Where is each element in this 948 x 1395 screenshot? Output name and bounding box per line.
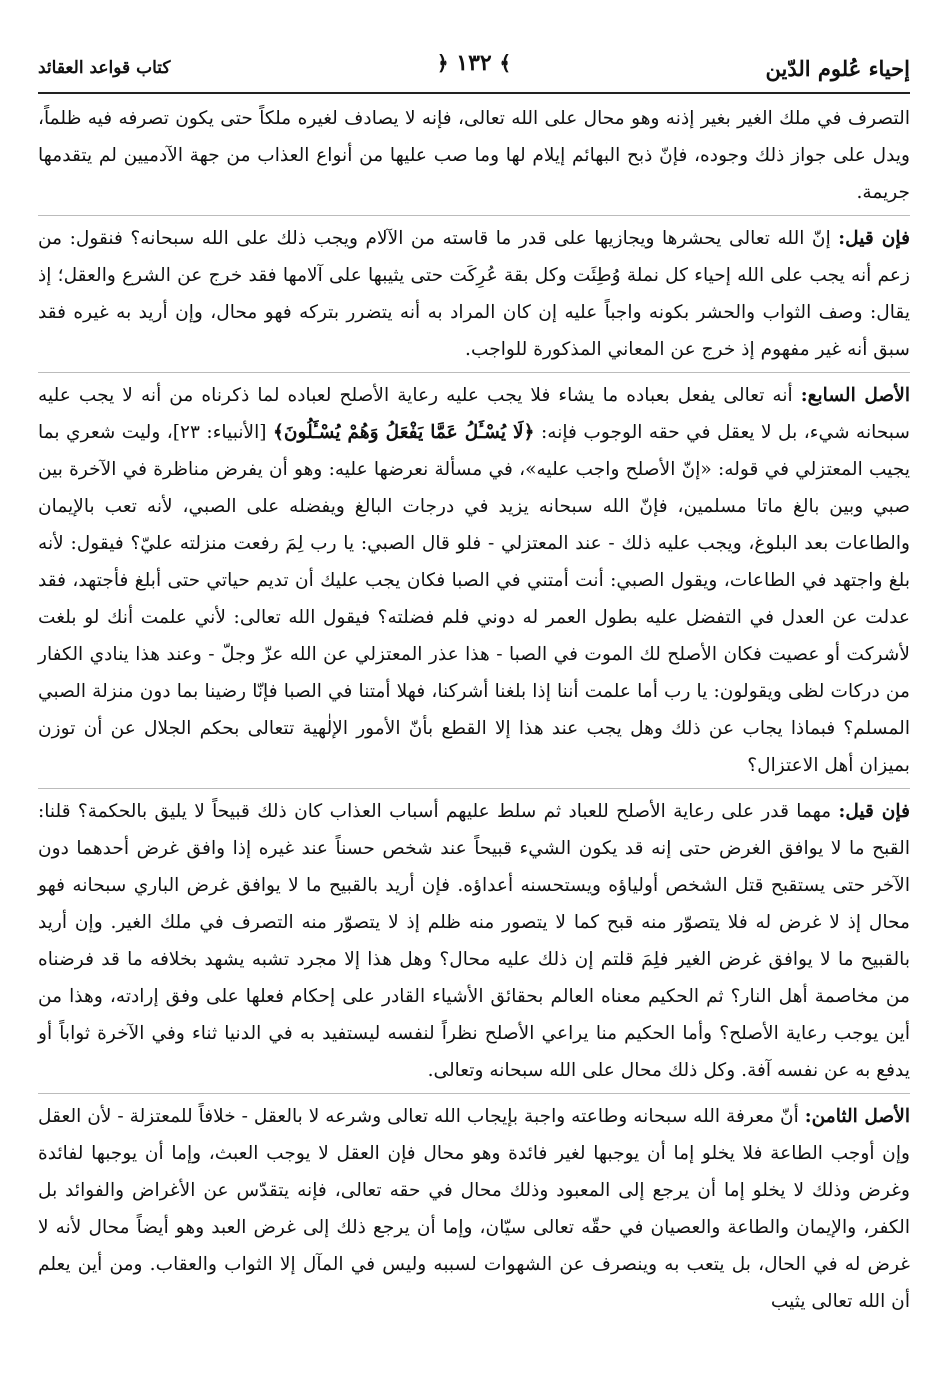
paragraph-text-continued: [الأنبياء: ٢٣]، وليت شعري بما يجيب المعتزلي في قوله: «إنّ الأصلح واجب عليه»، في مسألة نعرضها عليه: وهو أن يفرض مناظرة في الآخرة بين صبي وبين بالغ ماتا مسلمين، فإنّ الله سبحانه يزيد في درجات البالغ ويفضله على الصبي، لأنه تعب بالإيمان والطاعات بعد البلوغ، ويجب عليه ذلك - عند المعتزلي - فلو قال الصبي: يا رب لِمَ رفعت منزلته عليّ؟ فيقول: لأنه بلغ واجتهد في الطاعات، ويقول الصبي: أنت أمتني في الصبا فكان يجب عليك أن تديم حياتي حتى أبلغ فأجتهد، فقد عدلت عن العدل في التفضل عليه بطول العمر له دوني فلم فضلته؟ فيقول الله تعالى: لأني علمت أنك لو بلغت لأشركت أو عصيت فكان الأصلح لك الموت في الصبا - هذا عذر المعتزلي عن الله عزّ وجلّ - وعند هذا ينادي الكفار من دركات لظى ويقولون: يا رب أما علمت أننا إذا بلغنا أشركنا، فهلا أمتنا في الصبا فإنّا رضينا بما دون منزلة الصبي المسلم؟ فبماذا يجاب عن ذلك وهل يجب عند هذا إلا القطع بأنّ الأمور الإلٰهية تتعالى بحكم الجلال عن أن توزن بميزان أهل الاعتزال؟ — [38, 422, 910, 776]
ornament-right: ﴾ — [499, 51, 512, 75]
paragraph-lead: الأصل الثامن: — [804, 1106, 910, 1127]
paragraph-lead: الأصل السابع: — [800, 385, 910, 406]
header-rule — [38, 92, 910, 94]
paragraph-2 — [38, 220, 910, 368]
paragraph-4 — [38, 793, 910, 1089]
ornament-left: ﴿ — [436, 51, 449, 75]
paragraph-text: إنّ الله تعالى يحشرها ويجازيها على قدر ما قاسته من الآلام ويجب ذلك على الله سبحانه؟ فنقول: من زعم أنه يجب على الله إحياء كل نملة وُطِئَت وكل بقة عُرِكَت حتى يثيبها على آلامها فقد خرج عن الشرع والعقل؛ إذ يقال: وصف الثواب والحشر بكونه واجباً عليه إن كان المراد به أنه يتضرر بتركه فهو محال، وإن أريد به غيره فقد سبق أنه غير مفهوم إذ خرج عن المعاني المذكورة للواجب. — [38, 228, 910, 360]
book-title: إحياء عُلوم الدّين — [765, 55, 910, 81]
paragraph-text: أنّ معرفة الله سبحانه وطاعته واجبة بإيجاب الله تعالى وشرعه لا بالعقل - خلافاً للمعتزلة - لأن العقل وإن أوجب الطاعة فلا يخلو إما أن يوجبها لغير فائدة وهو محال فإن العقل لا يوجب العبث، وإما أن يوجبها لفائدة وغرض وذلك لا يخلو إما أن يرجع إلى المعبود وذلك محال في حقه تعالى، فإنه يتقدّس عن الأغراض والفوائد بل الكفر، والإيمان والطاعة والعصيان في حقّه تعالى سيّان، وإما أن يرجع ذلك إلى غرض العبد وهو أيضاً محال لأنه لا غرض له في الحال، بل يتعب به وينصرف عن الشهوات لسببه وليس في المآل إلا الثواب والعقاب. ومن أين يعلم أن الله تعالى يثيب — [38, 1106, 910, 1312]
paragraph-lead: فإن قيل: — [838, 801, 910, 822]
paragraph-text: التصرف في ملك الغير بغير إذنه وهو محال على الله تعالى، فإنه لا يصادف لغيره ملكاً حتى يكون تصرفه فيه ظلماً، ويدل على جواز ذلك وجوده، فإنّ ذبح البهائم إيلام لها وما صب عليها من أنواع العذاب من جهة الآدميين لم يتقدمها جريمة. — [38, 108, 910, 203]
paragraph-5 — [38, 1098, 910, 1320]
paragraph-lead: فإن قيل: — [838, 228, 910, 249]
paragraph-text: مهما قدر على رعاية الأصلح للعباد ثم سلط عليهم أسباب العذاب كان ذلك قبيحاً لا يليق بالحكمة؟ قلنا: القبح ما لا يوافق الغرض حتى إنه قد يكون الشيء قبيحاً عند شخص حسناً عند غيره إذا وافق غرض أحدهما دون الآخر حتى يستقبح قتل الشخص أولياؤه ويستحسنه أعداؤه. فإن أريد بالقبيح ما لا يوافق غرض الباري سبحانه فهو محال إذ لا غرض له فلا يتصوّر منه قبح كما لا يتصور منه ظلم إذ لا يتصوّر منه التصرف في ملك الغير. وإن أريد بالقبيح ما لا يوافق غرض الغير فلِمَ قلتم إن ذلك عليه محال؟ وهل هذا إلا مجرد تشبه يشهد بخلافه ما قد فرضناه من مخاصمة أهل النار؟ ثم الحكيم معناه العالم بحقائق الأشياء القادر على إحكام فعلها على وفق إرادته، وهذا من أين يوجب رعاية الأصلح؟ وأما الحكيم منا يراعي الأصلح نظراً لنفسه ليستفيد به في الدنيا ثناء وفي الآخرة ثواباً أو يدفع به عن نفسه آفة. وكل ذلك محال على الله سبحانه وتعالى. — [38, 801, 910, 1081]
paragraph-1 — [38, 100, 910, 211]
quran-verse: ﴿لَا يُسْـَٔلُ عَمَّا يَفْعَلُ وَهُمْ يُسْـَٔلُونَ﴾ — [272, 422, 535, 443]
divider — [38, 372, 910, 373]
paragraph-text: أنه تعالى يفعل بعباده ما يشاء فلا يجب عليه رعاية الأصلح لعباده لما ذكرناه من أنه لا يجب عليه سبحانه شيء، بل لا يعقل في حقه الوجوب فإنه: — [38, 385, 910, 443]
divider — [38, 788, 910, 789]
page-number: ١٣٢ — [456, 50, 492, 76]
page-number-block — [437, 50, 511, 76]
divider — [38, 215, 910, 216]
page-header — [38, 44, 910, 92]
divider — [38, 1093, 910, 1094]
section-title: كتاب قواعد العقائد — [38, 58, 171, 78]
paragraph-3 — [38, 377, 910, 784]
